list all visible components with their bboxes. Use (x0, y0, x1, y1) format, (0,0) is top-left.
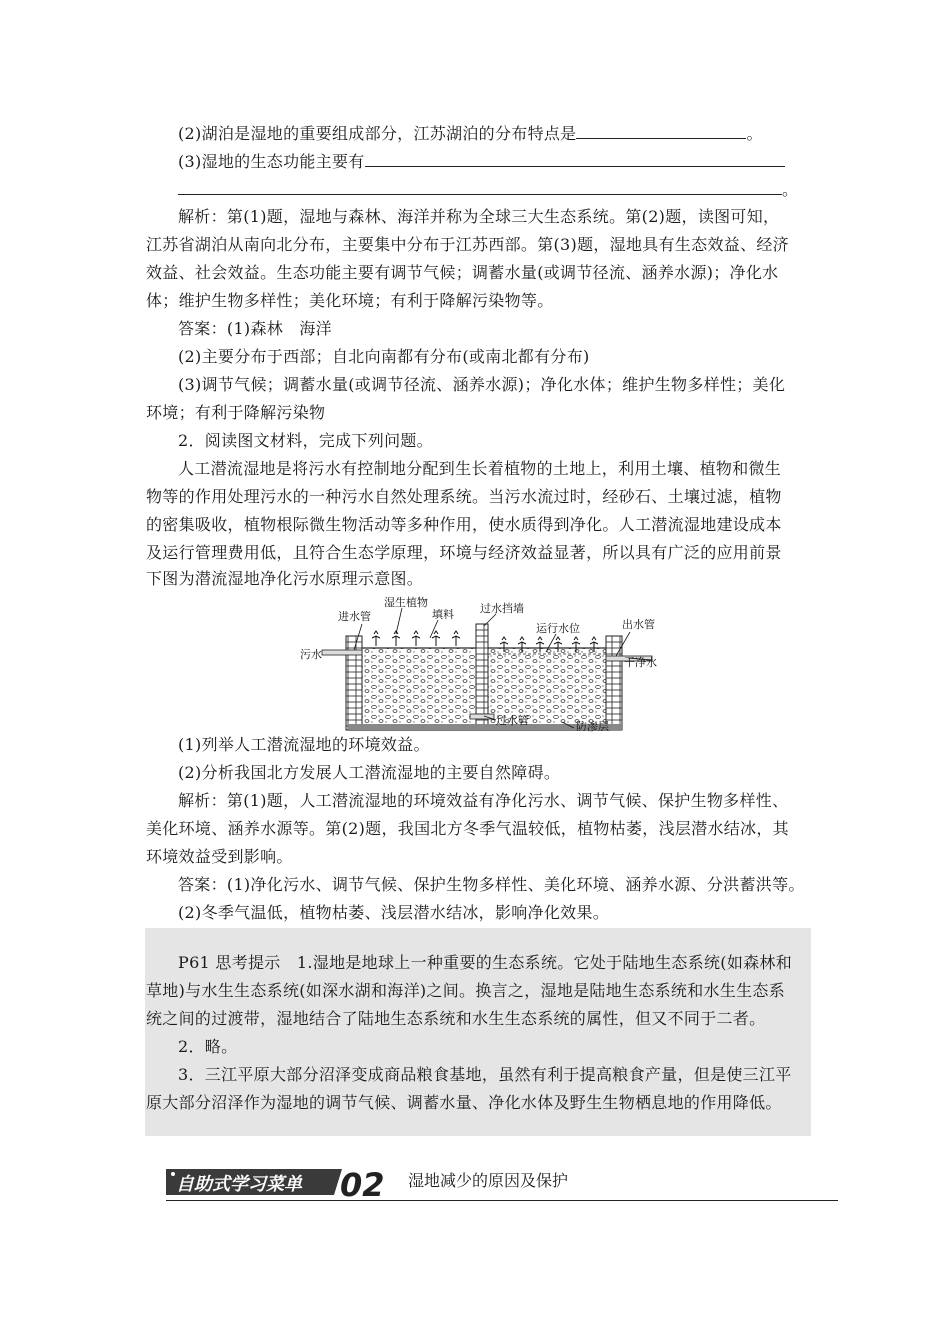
label-filler: 填料 (432, 608, 454, 621)
paragraph-line: (2)分析我国北方发展人工潜流湿地的主要自然障碍。 (178, 763, 561, 782)
question-line (178, 122, 763, 145)
hint-line: 2．略。 (178, 1037, 238, 1056)
inlet-pipe (322, 650, 362, 655)
paragraph-line: (3)调节气候；调蓄水量(或调节径流、涵养水源)；净化水体；维护生物多样性；美化 (178, 375, 786, 394)
label-sewage: 污水 (300, 648, 322, 661)
question-line (178, 150, 785, 173)
hint-line: P61 思考提示 1.湿地是地球上一种重要的生态系统。它处于陆地生态系统(如森林和 (178, 953, 793, 972)
hint-line: 草地)与水生生态系统(如深水湖和海洋)之间。换言之，湿地是陆地生态系统和水生生态系 (146, 981, 786, 1000)
answer-blank (365, 150, 785, 167)
paragraph-line: 解析：第(1)题，湿地与森林、海洋并称为全球三大生态系统。第(2)题，读图可知， (178, 207, 780, 226)
answer-blank (576, 122, 746, 139)
paragraph-line: 答案：(1)森林 海洋 (178, 319, 332, 338)
question-text: (2)湖泊是湿地的重要组成部分，江苏湖泊的分布特点是 (178, 124, 577, 143)
paragraph-line: 人工潜流湿地是将污水有控制地分配到生长着植物的土地上，利用土壤、植物和微生 (178, 459, 782, 478)
paragraph-line: 效益、社会效益。生态功能主要有调节气候；调蓄水量(或调节径流、涵养水源)；净化水 (146, 263, 779, 282)
paragraph-line: (2)冬季气温低，植物枯萎、浅层潜水结冰，影响净化效果。 (178, 903, 610, 922)
paragraph-line: 2．阅读图文材料，完成下列问题。 (178, 431, 433, 450)
label-clean-water: 干净水 (624, 656, 657, 669)
hint-line: 统之间的过渡带，湿地结合了陆地生态系统和水生生态系统的属性，但又不同于二者。 (146, 1009, 766, 1028)
label-inlet-pipe: 进水管 (338, 610, 371, 623)
label-overflow-wall: 过水挡墙 (480, 602, 524, 615)
banner-number: 02 (340, 1166, 385, 1199)
question-line (178, 178, 798, 201)
wetland-diagram (300, 594, 670, 732)
paragraph-line: (1)列举人工潜流湿地的环境效益。 (178, 735, 430, 754)
section-rule (166, 1200, 838, 1201)
paragraph-line: 答案：(1)净化污水、调节气候、保护生物多样性、美化环境、涵养水源、分洪蓄洪等。 (178, 875, 805, 894)
paragraph-line: 环境效益受到影响。 (146, 847, 293, 866)
question-text: (3)湿地的生态功能主要有 (178, 152, 365, 171)
answer-blank (178, 178, 782, 195)
label-seepage-layer: 防渗层 (576, 720, 609, 732)
label-through-pipe: 过水管 (496, 714, 529, 727)
punctuation: 。 (782, 180, 799, 199)
paragraph-line: 美化环境、涵养水源等。第(2)题，我国北方冬季气温较低，植物枯萎，浅层潜水结冰，其 (146, 819, 789, 838)
banner-dot (171, 1172, 175, 1176)
label-wetland-plants: 湿生植物 (384, 596, 428, 609)
paragraph-line: (2)主要分布于西部；自北向南都有分布(或南北都有分布) (178, 347, 590, 366)
label-outlet-pipe: 出水管 (622, 618, 655, 631)
paragraph-line: 体；维护生物多样性；美化环境；有利于降解污染物等。 (146, 291, 554, 310)
hint-line: 原大部分沼泽作为湿地的调节气候、调蓄水量、净化水体及野生生物栖息地的作用降低。 (146, 1093, 782, 1112)
section-title: 湿地减少的原因及保护 (408, 1171, 569, 1190)
section-banner (166, 1165, 386, 1199)
punctuation: 。 (746, 124, 763, 143)
banner-label: 自助式学习菜单 (176, 1174, 302, 1195)
label-water-level: 运行水位 (536, 622, 580, 635)
paragraph-line: 环境；有利于降解污染物 (146, 403, 326, 422)
paragraph-line: 物等的作用处理污水的一种污水自然处理系统。当污水流过时，经砂石、土壤过滤，植物 (146, 487, 782, 506)
hint-line: 3．三江平原大部分沼泽变成商品粮食基地，虽然有利于提高粮食产量，但是使三江平 (178, 1065, 792, 1084)
paragraph-line: 江苏省湖泊从南向北分布，主要集中分布于江苏西部。第(3)题，湿地具有生态效益、经济 (146, 235, 789, 254)
paragraph-line: 的密集吸收，植物根际微生物活动等多种作用，使水质得到净化。人工潜流湿地建设成本 (146, 515, 782, 534)
paragraph-line: 下图为潜流湿地净化污水原理示意图。 (146, 569, 424, 588)
paragraph-line: 解析：第(1)题，人工潜流湿地的环境效益有净化污水、调节气候、保护生物多样性、 (178, 791, 789, 810)
paragraph-line: 及运行管理费用低，且符合生态学原理，环境与经济效益显著，所以具有广泛的应用前景 (146, 543, 782, 562)
